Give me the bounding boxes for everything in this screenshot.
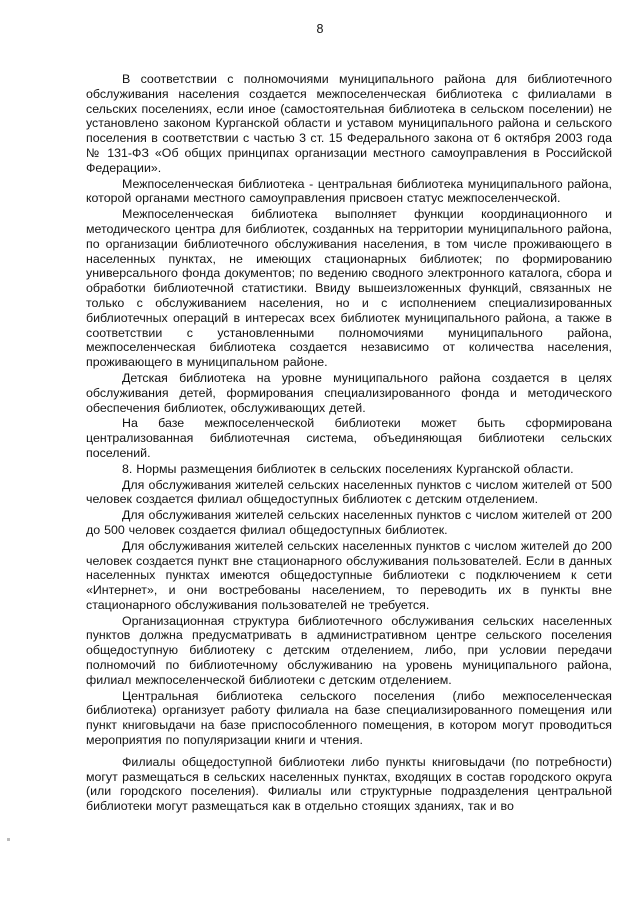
paragraph-organizational-structure: Организационная структура библиотечного обслуживания сельских населенных пунктов должна предусматривать в административном центре сельского поселения общедоступную библиотеку с детским отделением, либо, при условии передачи полномочий по библиотечному обслуживанию на уровень муниципального района, филиал межпоселенческой библиотеки с детским отделением. [86,613,612,687]
page-number: 8 [316,22,324,36]
paragraph-intermunicipal-library-basis: В соответствии с полномочиями муниципального района для библиотечного обслуживания населения создается межпоселенческая библиотека с филиалами в сельских поселениях, если иное (самостоятельная библиотека в сельском поселении) не установлено законом Курганской области и уставом муниципального района и сельского поселения в соответствии с частью 3 ст. 15 Федерального закона от 6 октября 2003 года № 131-ФЗ «Об общих принципах организации местного самоуправления в Российской Федерации». [86,72,612,175]
section-heading-placement-norms: 8. Нормы размещения библиотек в сельских поселениях Курганской области. [122,461,574,476]
paragraph-norm-under-200: Для обслуживания жителей сельских населенных пунктов с числом жителей до 200 человек создается пункт вне стационарного обслуживания пользователей. Если в данных населенных пунктах имеются общедоступные библиотеки с подключением к сети «Интернет», и они востребованы населением, то переводить их в пункты вне стационарного обслуживания пользователей не требуется. [86,538,612,612]
paragraph-branches-placement: Филиалы общедоступной библиотеки либо пункты книговыдачи (по потребности) могут размещаться в сельских населенных пунктах, входящих в состав городского округа (или городского поселения). Филиалы или структурные подразделения центральной библиотеки могут размещаться как в отдельно стоящих зданиях, так и во [86,754,612,814]
scan-artifact [7,838,10,841]
document-body [86,72,612,814]
paragraph-intermunicipal-library-definition: Межпоселенческая библиотека - центральная библиотека муниципального района, которой органами местного самоуправления присвоен статус межпоселенческой. [86,176,612,206]
paragraph-central-library-branch: Центральная библиотека сельского поселения (либо межпоселенческая библиотека) организует работу филиала на базе специализированного помещения или пункт книговыдачи на базе приспособленного помещения, в котором могут проводиться мероприятия по популяризации книги и чтения. [86,688,612,748]
paragraph-norm-200-500: Для обслуживания жителей сельских населенных пунктов с числом жителей от 200 до 500 человек создается филиал общедоступных библиотек. [86,508,612,537]
paragraph-children-library: Детская библиотека на уровне муниципального района создается в целях обслуживания детей, формирования специализированного фонда и методического обеспечения библиотек, обслуживающих детей. [86,370,612,415]
paragraph-norm-500-plus: Для обслуживания жителей сельских населенных пунктов с числом жителей от 500 человек создается филиал общедоступных библиотек с детским отделением. [86,477,612,507]
paragraph-centralized-system: На базе межпоселенческой библиотеки может быть сформирована централизованная библиотечная система, объединяющая библиотеки сельских поселений. [86,416,612,460]
paragraph-intermunicipal-library-functions: Межпоселенческая библиотека выполняет функции координационного и методического центра для библиотек, созданных на территории муниципального района, по организации библиотечного обслуживания населения, в том числе проживающего в населенных пунктах, не имеющих стационарных библиотек; по формированию универсального фонда документов; по ведению сводного электронного каталога, сбора и обработки библиотечной статистики. Ввиду вышеизложенных функций, связанных не только с обслуживанием населения, но и с исполнением специализированных библиотечных операций в интересах всех библиотек муниципального района, а также в соответствии с установленными полномочиями муниципального района, межпоселенческая библиотека создается независимо от количества населения, проживающего в муниципальном районе. [86,207,612,370]
